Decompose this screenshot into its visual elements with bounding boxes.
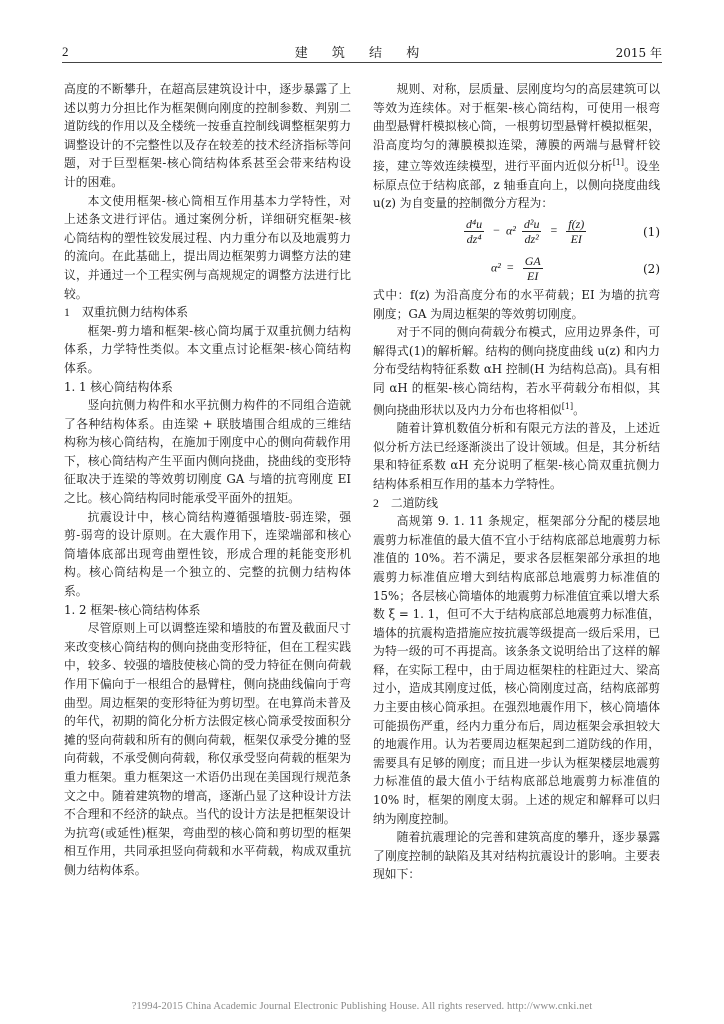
paragraph: 对于不同的侧向荷载分布模式，应用边界条件，可解得式(1)的解析解。结构的侧向挠度曲线 u(z) 和内力分布受结构特征系数 αH 控制(H 为结构总高)。具有相同 αH 的框架-核心筒结构，若水平荷载分布相似，其侧向挠曲形状以及内力分布也将相似[1]。: [373, 325, 660, 417]
paragraph: 规则、对称，层质量、层刚度均匀的高层建筑可以等效为连续体。对于框架-核心筒结构，可使用一根弯曲型悬臂杆模拟核心筒，一根剪切型悬臂杆模拟框架，沿高度均匀的薄膜模拟连梁，薄膜的两端与悬臂杆铰接，建立等效连续模型，进行平面内近似分析[1]。设坐标原点位于结构底部，z 轴垂直向上，以侧向挠度曲线 u(z) 为自变量的控制微分方程为：: [373, 82, 660, 211]
running-header: [62, 38, 662, 63]
journal-title: 建 筑 结 构: [294, 46, 430, 61]
equation-number: (2): [643, 262, 660, 277]
paragraph: 高度的不断攀升，在超高层建筑设计中，逐步暴露了上述以剪力分担比作为框架侧向刚度的控制参数、判别二道防线的作用以及全楼统一按垂直控制线调整框架剪力调整设计的不完整性以及存在较差的技术经济指标等问题，对于巨型框架-核心筒结构体系甚至会带来结构设计的困难。: [64, 82, 351, 189]
publication-year: 2015 年: [615, 46, 662, 60]
section-number: 1: [64, 305, 70, 320]
subsection-heading-1-1: 1. 1 核心筒结构体系: [64, 379, 173, 394]
paragraph: 高规第 9. 1. 11 条规定，框架部分分配的楼层地震剪力标准值的最大值不宜小于结构底部总地震剪力标准值的 10%。若不满足，要求各层框架部分承担的地震剪力标准值应增大到结构底部总地震剪力标准值的 15%；各层核心筒墙体的地震剪力标准值宜乘以增大系数 ξ = 1. 1，但可不大于结构底部总地震剪力标准值，墙体的抗震构造措施应按抗震等级提高一级后采用，已为特一级的可不再提高。该条条文说明给出了这样的解释，在实际工程中，由于周边框架柱的柱距过大、梁高过小，造成其刚度过低，核心筒刚度过高，结构底部剪力主要由核心筒承担。在强烈地震作用下，核心筒墙体可能损伤严重，经内力重分布后，周边框架会承担较大的地震作用。认为若要周边框架起到二道防线的作用，需要具有足够的刚度；而且进一步认为框架楼层地震剪力标准值的最大值小于结构底部总地震剪力标准值的10% 时，框架的刚度太弱。上述的规定和解释可以归纳为刚度控制。: [373, 514, 660, 826]
paragraph: 竖向抗侧力构件和水平抗侧力构件的不同组合造就了各种结构体系。由连梁 + 联肢墙围合组成的三维结构称为核心筒结构，在施加于刚度中心的侧向荷载作用下，核心筒结构产生平面内侧向挠曲，挠曲线的变形特征取决于连梁的等效剪切刚度 GA 与墙的抗弯刚度 EI 之比。核心筒结构同时能承受平面外的扭矩。: [64, 398, 351, 506]
section-heading-1: [64, 303, 351, 322]
paragraph: 随着计算机数值分析和有限元方法的普及，上述近似分析方法已经逐渐淡出了设计领域。但是，其分析结果和特征系数 αH 充分说明了框架-核心筒双重抗侧力结构体系相互作用的基本力学特性。: [373, 421, 660, 491]
subsection-heading-1-2: 1. 2 框架-核心筒结构体系: [64, 602, 201, 617]
citation: [1]: [561, 401, 574, 411]
left-column: [64, 80, 351, 880]
copyright-footer: ?1994-2015 China Academic Journal Electronic Publishing House. All rights reserved. http://www.cnki.net: [131, 1001, 593, 1012]
equation-2: α² = $\frac{GA}{EI}$ (2): [491, 254, 660, 284]
section-number: 2: [373, 495, 379, 510]
right-column: [373, 80, 660, 884]
paragraph: 框架-剪力墙和框架-核心筒均属于双重抗侧力结构体系，力学特性类似。本文重点讨论框架-核心筒结构体系。: [64, 323, 351, 375]
page-number: 2: [62, 44, 69, 59]
equation-1: $\frac{\text{d⁴u}}{\text{dz⁴}}$ − α² $\frac{\text{d²u}}{\text{dz²}}$ = $\frac{f(z)}{EI}$ (1): [466, 217, 660, 247]
equation-number: (1): [643, 225, 660, 240]
paragraph: 式中：f(z) 为沿高度分布的水平荷载；EI 为墙的抗弯刚度；GA 为周边框架的等效剪切刚度。: [373, 288, 660, 321]
paragraph: 本文使用框架-核心筒相互作用基本力学特性，对上述条文进行评估。通过案例分析，详细研究框架-核心筒结构的塑性铰发展过程、内力重分布以及地震剪力的流向。在此基础上，提出周边框架剪力调整方法的建议，并通过一个工程实例与高规规定的调整方法进行比较。: [64, 193, 351, 301]
section-title: 二道防线: [390, 495, 439, 510]
section-title: 双重抗侧力结构体系: [81, 305, 189, 320]
paragraph: 尽管原则上可以调整连梁和墙肢的布置及截面尺寸来改变核心筒结构的侧向挠曲变形特征，但在工程实践中，较多、较强的墙肢使核心筒的受力特征在侧向荷载作用下偏向于一根组合的悬臂柱，侧向挠曲线偏向于弯曲型。周边框架的变形特征为剪切型。在电算尚未普及的年代，初期的简化分析方法假定核心筒承受按面积分摊的竖向荷载和所有的侧向荷载，框架仅承受分摊的竖向荷载，不承受侧向荷载，称仅承受竖向荷载的框架为重力框架。重力框架这一术语仍出现在美国现行规范条文之中。随着建筑物的增高，逐渐凸显了这种设计方法不合理和不经济的缺点。当代的设计方法是把框架设计为抗弯(或延性)框架，弯曲型的核心筒和剪切型的框架相互作用，共同承担竖向荷载和水平荷载，构成双重抗侧力结构体系。: [64, 621, 351, 877]
paragraph: 抗震设计中，核心筒结构遵循强墙肢-弱连梁，强剪-弱弯的设计原则。在大震作用下，连梁端部和核心筒墙体底部出现弯曲塑性铰，形成合理的耗能变形机构。核心筒结构是一个独立的、完整的抗侧力结构体系。: [64, 509, 351, 599]
paragraph: 随着抗震理论的完善和建筑高度的攀升，逐步暴露了刚度控制的缺陷及其对结构抗震设计的影响。主要表现如下：: [373, 830, 660, 882]
section-heading-2: [373, 494, 660, 513]
citation: [1]: [612, 158, 625, 168]
